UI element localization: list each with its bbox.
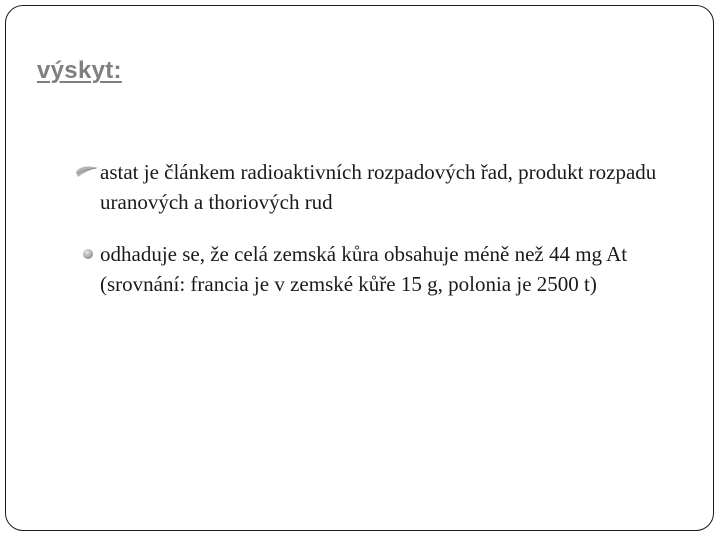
dot-bullet-icon xyxy=(82,248,94,260)
bullet-item xyxy=(100,239,700,299)
slide-title: výskyt: xyxy=(37,57,122,84)
bullet-text: astat je článkem radioaktivních rozpadových řad, produkt rozpadu uranových a thoriových rud xyxy=(100,160,657,214)
bullet-item xyxy=(100,157,700,217)
bullet-text: odhaduje se, že celá zemská kůra obsahuje méně než 44 mg At (srovnání: francia je v zemské kůře 15 g, polonia je 2500 t) xyxy=(100,242,628,296)
bullet-list xyxy=(100,157,700,299)
leaf-bullet-icon xyxy=(75,165,99,178)
